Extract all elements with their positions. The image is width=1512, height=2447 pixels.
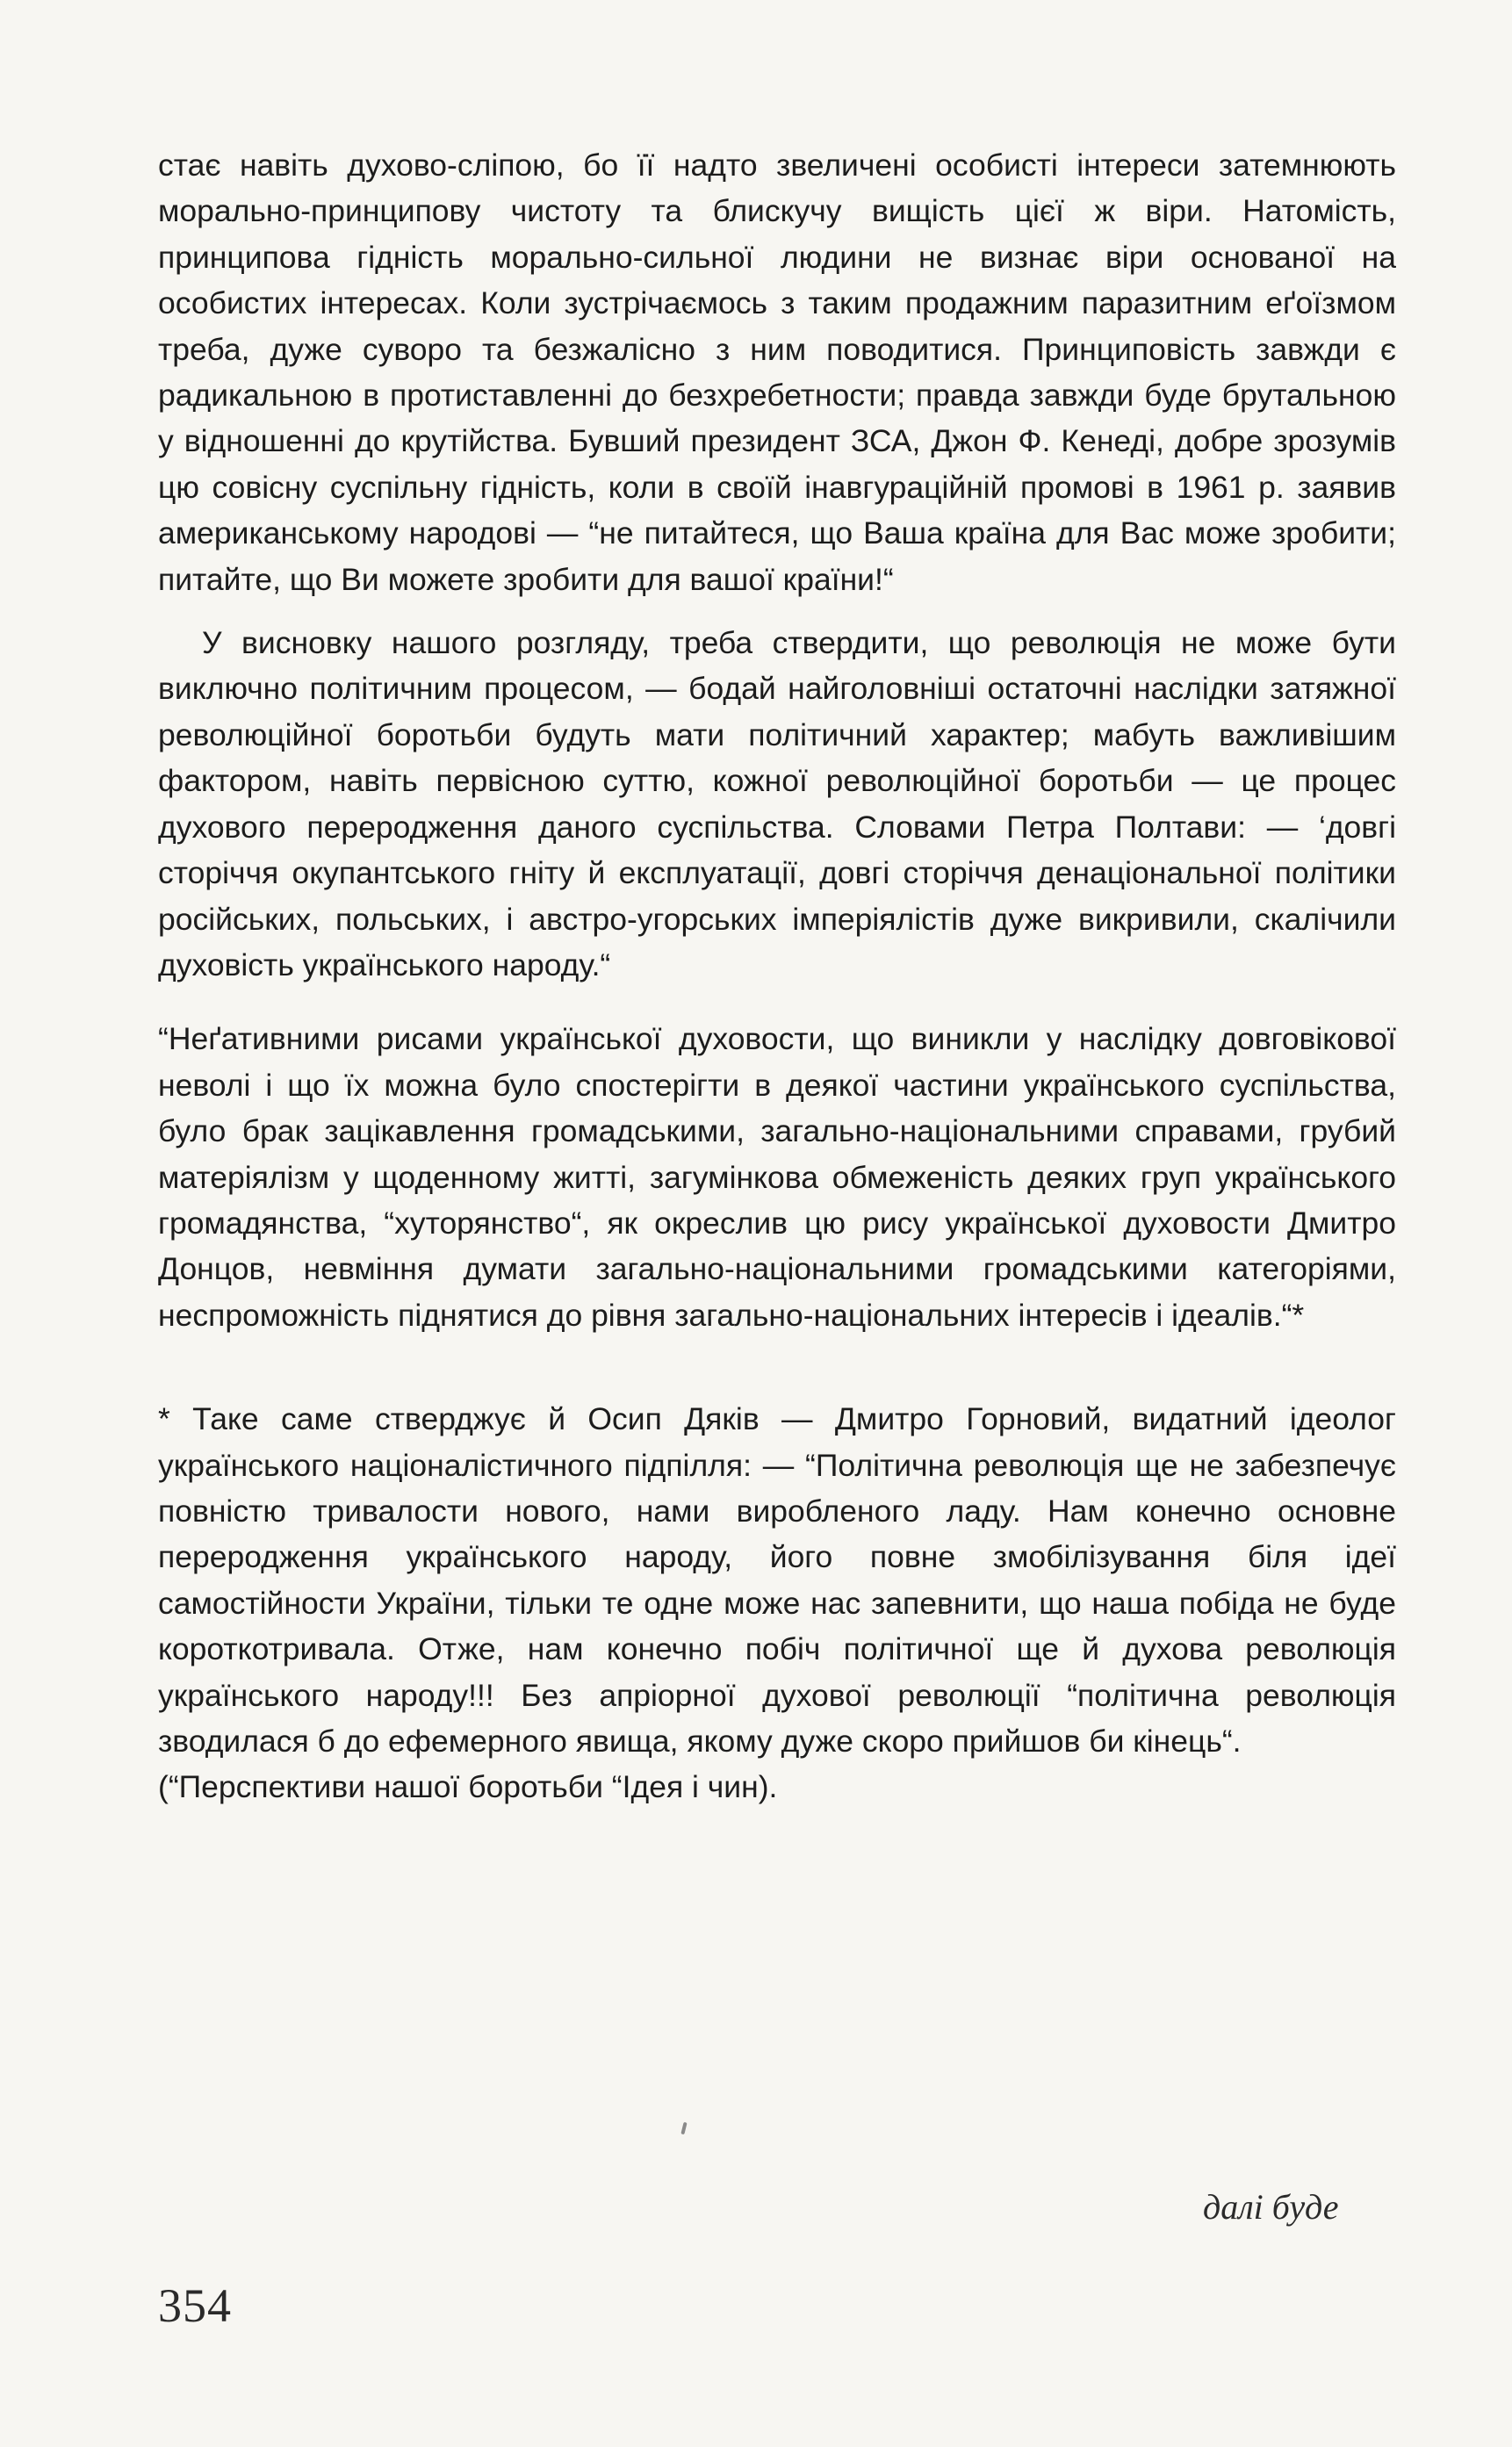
footnote-source: (“Перспективи нашої боротьби “Ідея і чин).	[158, 1769, 778, 1805]
body-paragraph-3-quote: “Неґативними рисами української духовости, що виникли у наслідку довговікової неволі і що їх можна було спостерігти в деякої частини українського суспільства, було брак зацікавлення громадськими, загально-національними справами, грубий матеріялізм у щоденному житті, загумінкова обмеженість деяких груп українського громадянства, “хуторянство“, як окреслив цю рису української духовости Дмитро Донцов, невміння думати загально-національними громадськими категоріями, неспроможність піднятися до рівня загально-національних інтересів і ідеалів.“*	[158, 1021, 1396, 1333]
main-text-column	[158, 142, 1396, 1810]
footnote-text: * Таке саме стверджує й Осип Дяків — Дмитро Горновий, видатний ідеолог українського націоналістичного підпілля: — “Політична революція ще не забезпечує повністю тривалости нового, нами виробленого ладу. Нам конечно основне переродження українського народу, його повне змобілізування біля ідеї самостійности України, тільки те одне може нас запевнити, що наша побіда не буде короткотривала. Отже, нам конечно побіч політичної ще й духова революція українського народу!!! Без апріорної духової революції “політична революція зводилася б до ефемерного явища, якому дуже скоро прийшов би кінець“.	[158, 1401, 1396, 1759]
page-number: 354	[158, 2279, 232, 2332]
body-paragraph-2: У висновку нашого розгляду, треба ствердити, що революція не може бути виключно політичним процесом, — бодай найголовніші остаточні наслідки затяжної революційної боротьби будуть мати політичний характер; мабуть важливішим фактором, навіть первісною суттю, кожної революційної боротьби — це процес духового переродження даного суспільства. Словами Петра Полтави: — ‘довгі сторіччя окупантського гніту й експлуатації, довгі сторіччя денаціональної політики російських, польських, і австро-угорських імперіялістів дуже викривили, скалічили духовість українського народу.“	[158, 625, 1396, 982]
paper-speck-mark	[680, 2122, 687, 2135]
continued-note: далі буде	[1203, 2187, 1339, 2227]
body-paragraph-1: стає навіть духово-сліпою, бо її надто звеличені особисті інтереси затемнюють морально-принципову чистоту та блискучу вищість цієї ж віри. Натомість, принципова гідність морально-сильної людини не визнає віри основаної на особистих інтересах. Коли зустрічаємось з таким продажним паразитним еґоїзмом треба, дуже суворо та безжалісно з ним поводитися. Принциповість завжди є радикальною в протиставленні до безхребетности; правда завжди буде брутальною у відношенні до крутійства. Бувший президент ЗСА, Джон Ф. Кенеді, добре зрозумів цю совісну суспільну гідність, коли в своїй інавгураційній промові в 1961 р. заявив американському народові — “не питайтеся, що Ваша країна для Вас може зробити; питайте, що Ви можете зробити для вашої країни!“	[158, 148, 1396, 597]
